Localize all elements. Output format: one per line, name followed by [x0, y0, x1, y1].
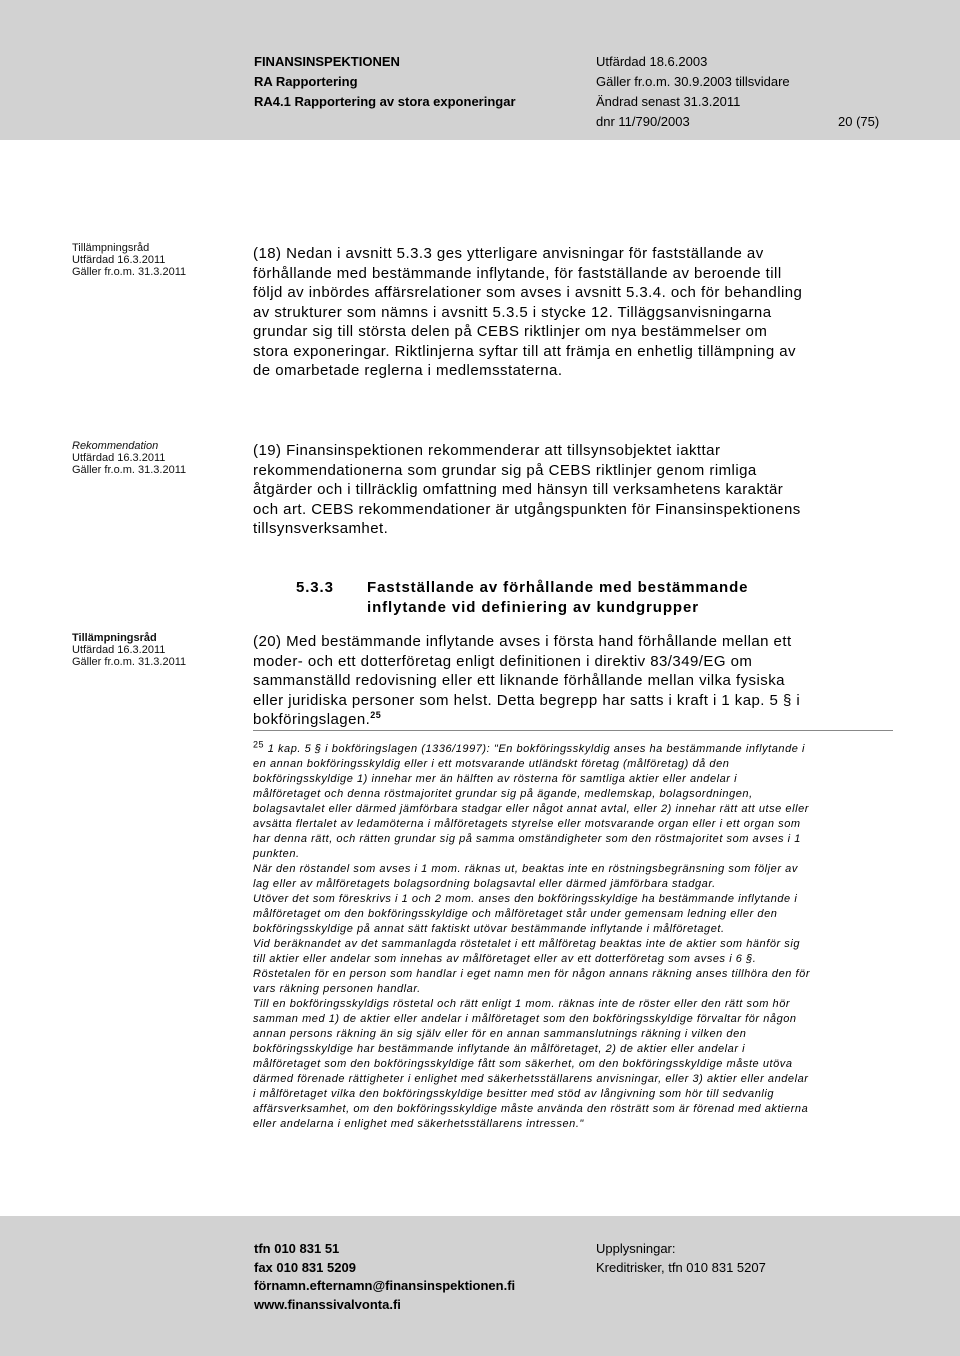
footer-email[interactable]: förnamn.efternamn@finansinspektionen.fi	[254, 1278, 516, 1293]
margin-note-valid: Gäller fr.o.m. 31.3.2011	[72, 656, 187, 668]
text-line: tillsynsverksamhet.	[253, 520, 389, 537]
subsection-name: RA4.1 Rapportering av stora exponeringar	[254, 94, 516, 109]
footnote-number: 25	[253, 739, 265, 750]
footnote-line: Till en bokföringsskyldigs röstetal och rätt enligt 1 mom. räknas inte de röster eller den rätt som hör	[253, 998, 791, 1010]
margin-note	[72, 440, 186, 476]
text-line: moder- och ett dotterföretag enligt definitionen i direktiv 83/349/EG om	[253, 652, 753, 670]
footnote-line: bokföringsskyldige 1) innehar mer än hälften av rösterna för samtliga aktier eller andelar i	[253, 773, 738, 785]
page-header	[0, 0, 960, 140]
text-line: och art. CEBS rekommendationer är utgångspunkten för Finansinspektionens	[253, 500, 801, 518]
footnote-line: punkten.	[253, 848, 300, 860]
text-line: grundar sig till största delen på CEBS riktlinjer om nya bestämmelser om	[253, 323, 768, 340]
text-line: åtgärder och i tillräcklig omfattning med hänsyn till verksamhetens karaktär	[253, 481, 784, 498]
text-line: (18) Nedan i avsnitt 5.3.3 ges ytterligare anvisningar för fastställande av	[253, 245, 764, 262]
margin-note-issued: Utfärdad 16.3.2011	[72, 452, 166, 464]
footnote-line: samman med 1) de aktier eller andelar i målföretaget som den bokföringsskyldige förvaltar för någon	[253, 1013, 797, 1025]
footnote-line: i målföretaget vilka den bokföringsskyldige besitter med stöd av långivning som hör till sedvanlig	[253, 1088, 775, 1100]
page-footer	[0, 1216, 960, 1356]
footnote-first-line: 1 kap. 5 § i bokföringslagen (1336/1997): "En bokföringsskyldig anses ha bestämmande inflytande i	[267, 743, 806, 755]
footnote-line: bokföringsskyldige på annat sätt faktiskt utövar bestämmande inflytande i målföretaget.	[253, 923, 725, 935]
footnote-line: När den röstandel som avses i 1 mom. räknas ut, beaktas inte en röstningsbegränsning som följer av	[253, 863, 798, 875]
margin-note-type: Tillämpningsråd	[72, 242, 150, 254]
text-line: (20) Med bestämmande inflytande avses i första hand förhållande mellan ett	[253, 633, 792, 650]
text-line-content: bokföringslagen.	[253, 711, 371, 728]
paragraph-18	[253, 244, 895, 381]
changed-date: Ändrad senast 31.3.2011	[596, 94, 741, 109]
text-line: av strukturer som nämns i avsnitt 5.3.5 i stycke 12. Tilläggsanvisningarna	[253, 303, 772, 321]
footnote-line: avsätta flertalet av ledamöterna i målföretagets styrelse eller motsvarande organ eller i ett organ som	[253, 818, 801, 830]
footnote-line: en annan bokföringsskyldig eller i ett motsvarande utländskt företag (målföretag) då den	[253, 758, 730, 770]
org-name: FINANSINSPEKTIONEN	[254, 54, 400, 69]
footer-info-value: Kreditrisker, tfn 010 831 5207	[596, 1260, 766, 1275]
text-line: rekommendationerna som grundar sig på CEBS riktlinjer genom rimliga	[253, 461, 757, 479]
footer-website[interactable]: www.finanssivalvonta.fi	[254, 1297, 401, 1312]
footnote-line: Vid beräknandet av det sammanlagda röstetalet i ett målföretag beaktas inte de aktier som hänför sig	[253, 938, 801, 950]
footnote-line: bokföringsskyldige har bestämmande inflytande än målföretaget, 2) de aktier eller andelar i	[253, 1043, 746, 1055]
footnote-line: bolagsavtalet eller därmed jämförbara stadgar eller något annat avtal, eller 2) innehar rätt att utse eller	[253, 803, 809, 815]
margin-note-valid: Gäller fr.o.m. 31.3.2011	[72, 266, 187, 278]
margin-note	[72, 242, 186, 278]
text-line: följd av inbördes affärsrelationer som avses i avsnitt 5.3.4. och för behandling	[253, 284, 803, 301]
footnote-line: målföretaget om den bokföringsskyldige och målföretaget står under gemensam ledning eller den	[253, 908, 778, 920]
paragraph-19	[253, 441, 895, 539]
margin-note-type: Tillämpningsråd	[72, 632, 157, 644]
section-number: 5.3.3	[296, 579, 334, 596]
section-name: RA Rapportering	[254, 74, 358, 89]
text-line: de omarbetade reglerna i medlemsstaterna.	[253, 362, 563, 379]
margin-note-issued: Utfärdad 16.3.2011	[72, 644, 166, 656]
text-line: förhållande med bestämmande inflytande, för fastställande av beroende till	[253, 264, 782, 282]
footnote-line: lag eller av målföretagets bolagsordning bolagsavtal eller därmed jämförbara stadgar.	[253, 878, 716, 890]
page-number: 20 (75)	[838, 114, 880, 129]
footnote-line: har denna rätt, och rätten grundar sig på samma omständigheter som den röstmajoritet som avses i 1	[253, 833, 801, 845]
margin-note-issued: Utfärdad 16.3.2011	[72, 254, 166, 266]
text-line: stora exponeringar. Riktlinjerna syftar till att främja en enhetlig tillämpning av	[253, 342, 796, 360]
paragraph-20	[253, 632, 895, 730]
footnote-line: annan persons räkning än sig själv eller för en annan sammanslutnings räkning i vilken den	[253, 1028, 747, 1040]
footnote-line: Röstetalen för en person som handlar i eget namn men för någon annans räkning anses tillhöra den för	[253, 968, 811, 980]
margin-note-type: Rekommendation	[72, 440, 159, 452]
text-line	[253, 710, 895, 730]
footnote-line: eller andelarna i enlighet med säkerhetsställarens intressen."	[253, 1118, 584, 1130]
footer-phone: tfn 010 831 51	[254, 1241, 340, 1256]
footnote-line: Utöver det som föreskrivs i 1 och 2 mom. anses den bokföringsskyldige ha bestämmande inflytande i	[253, 893, 798, 905]
text-line: eller juridiska personer som helst. Detta begrepp har satts i kraft i 1 kap. 5 § i	[253, 691, 801, 709]
issued-date: Utfärdad 18.6.2003	[596, 54, 708, 69]
text-line: sammanställd redovisning eller ett liknande förhållande mellan vilka fysiska	[253, 672, 785, 689]
footnote-line: vars räkning personen handlar.	[253, 983, 421, 995]
footnote-line: affärsverksamhet, om den bokföringsskyldige måste använda den rösträtt som är förenad med aktierna	[253, 1103, 809, 1115]
section-title-line-1: Fastställande av förhållande med bestämmande	[367, 579, 749, 596]
margin-note-valid: Gäller fr.o.m. 31.3.2011	[72, 464, 187, 476]
footer-fax: fax 010 831 5209	[254, 1260, 356, 1275]
footnote-reference[interactable]: 25	[370, 710, 382, 720]
footnote-line: till aktier eller andelar som innehas av målföretaget eller av ett dotterföretag som avses i 6 §.	[253, 953, 757, 965]
valid-date: Gäller fr.o.m. 30.9.2003 tillsvidare	[596, 74, 790, 89]
section-title-line-2: inflytande vid definiering av kundgrupper	[367, 599, 699, 616]
footnote	[253, 739, 893, 1132]
footnote-divider	[253, 730, 893, 731]
text-line: (19) Finansinspektionen rekommenderar att tillsynsobjektet iakttar	[253, 442, 721, 459]
footnote-line: målföretaget som den bokföringsskyldige fått som säkerhet, om den bokföringsskyldige måste utöva	[253, 1058, 793, 1070]
footnote-line	[253, 739, 893, 757]
document-number: dnr 11/790/2003	[596, 114, 690, 129]
footnote-line: därmed förenade rättigheter i enlighet med säkerhetsställarens anvisningar, eller 3) aktier eller andelar	[253, 1073, 809, 1085]
margin-note	[72, 632, 186, 668]
footer-info-label: Upplysningar:	[596, 1241, 676, 1256]
footnote-line: målföretaget och denna röstmajoritet grundar sig på ägande, medlemskap, bolagsordningen,	[253, 788, 753, 800]
